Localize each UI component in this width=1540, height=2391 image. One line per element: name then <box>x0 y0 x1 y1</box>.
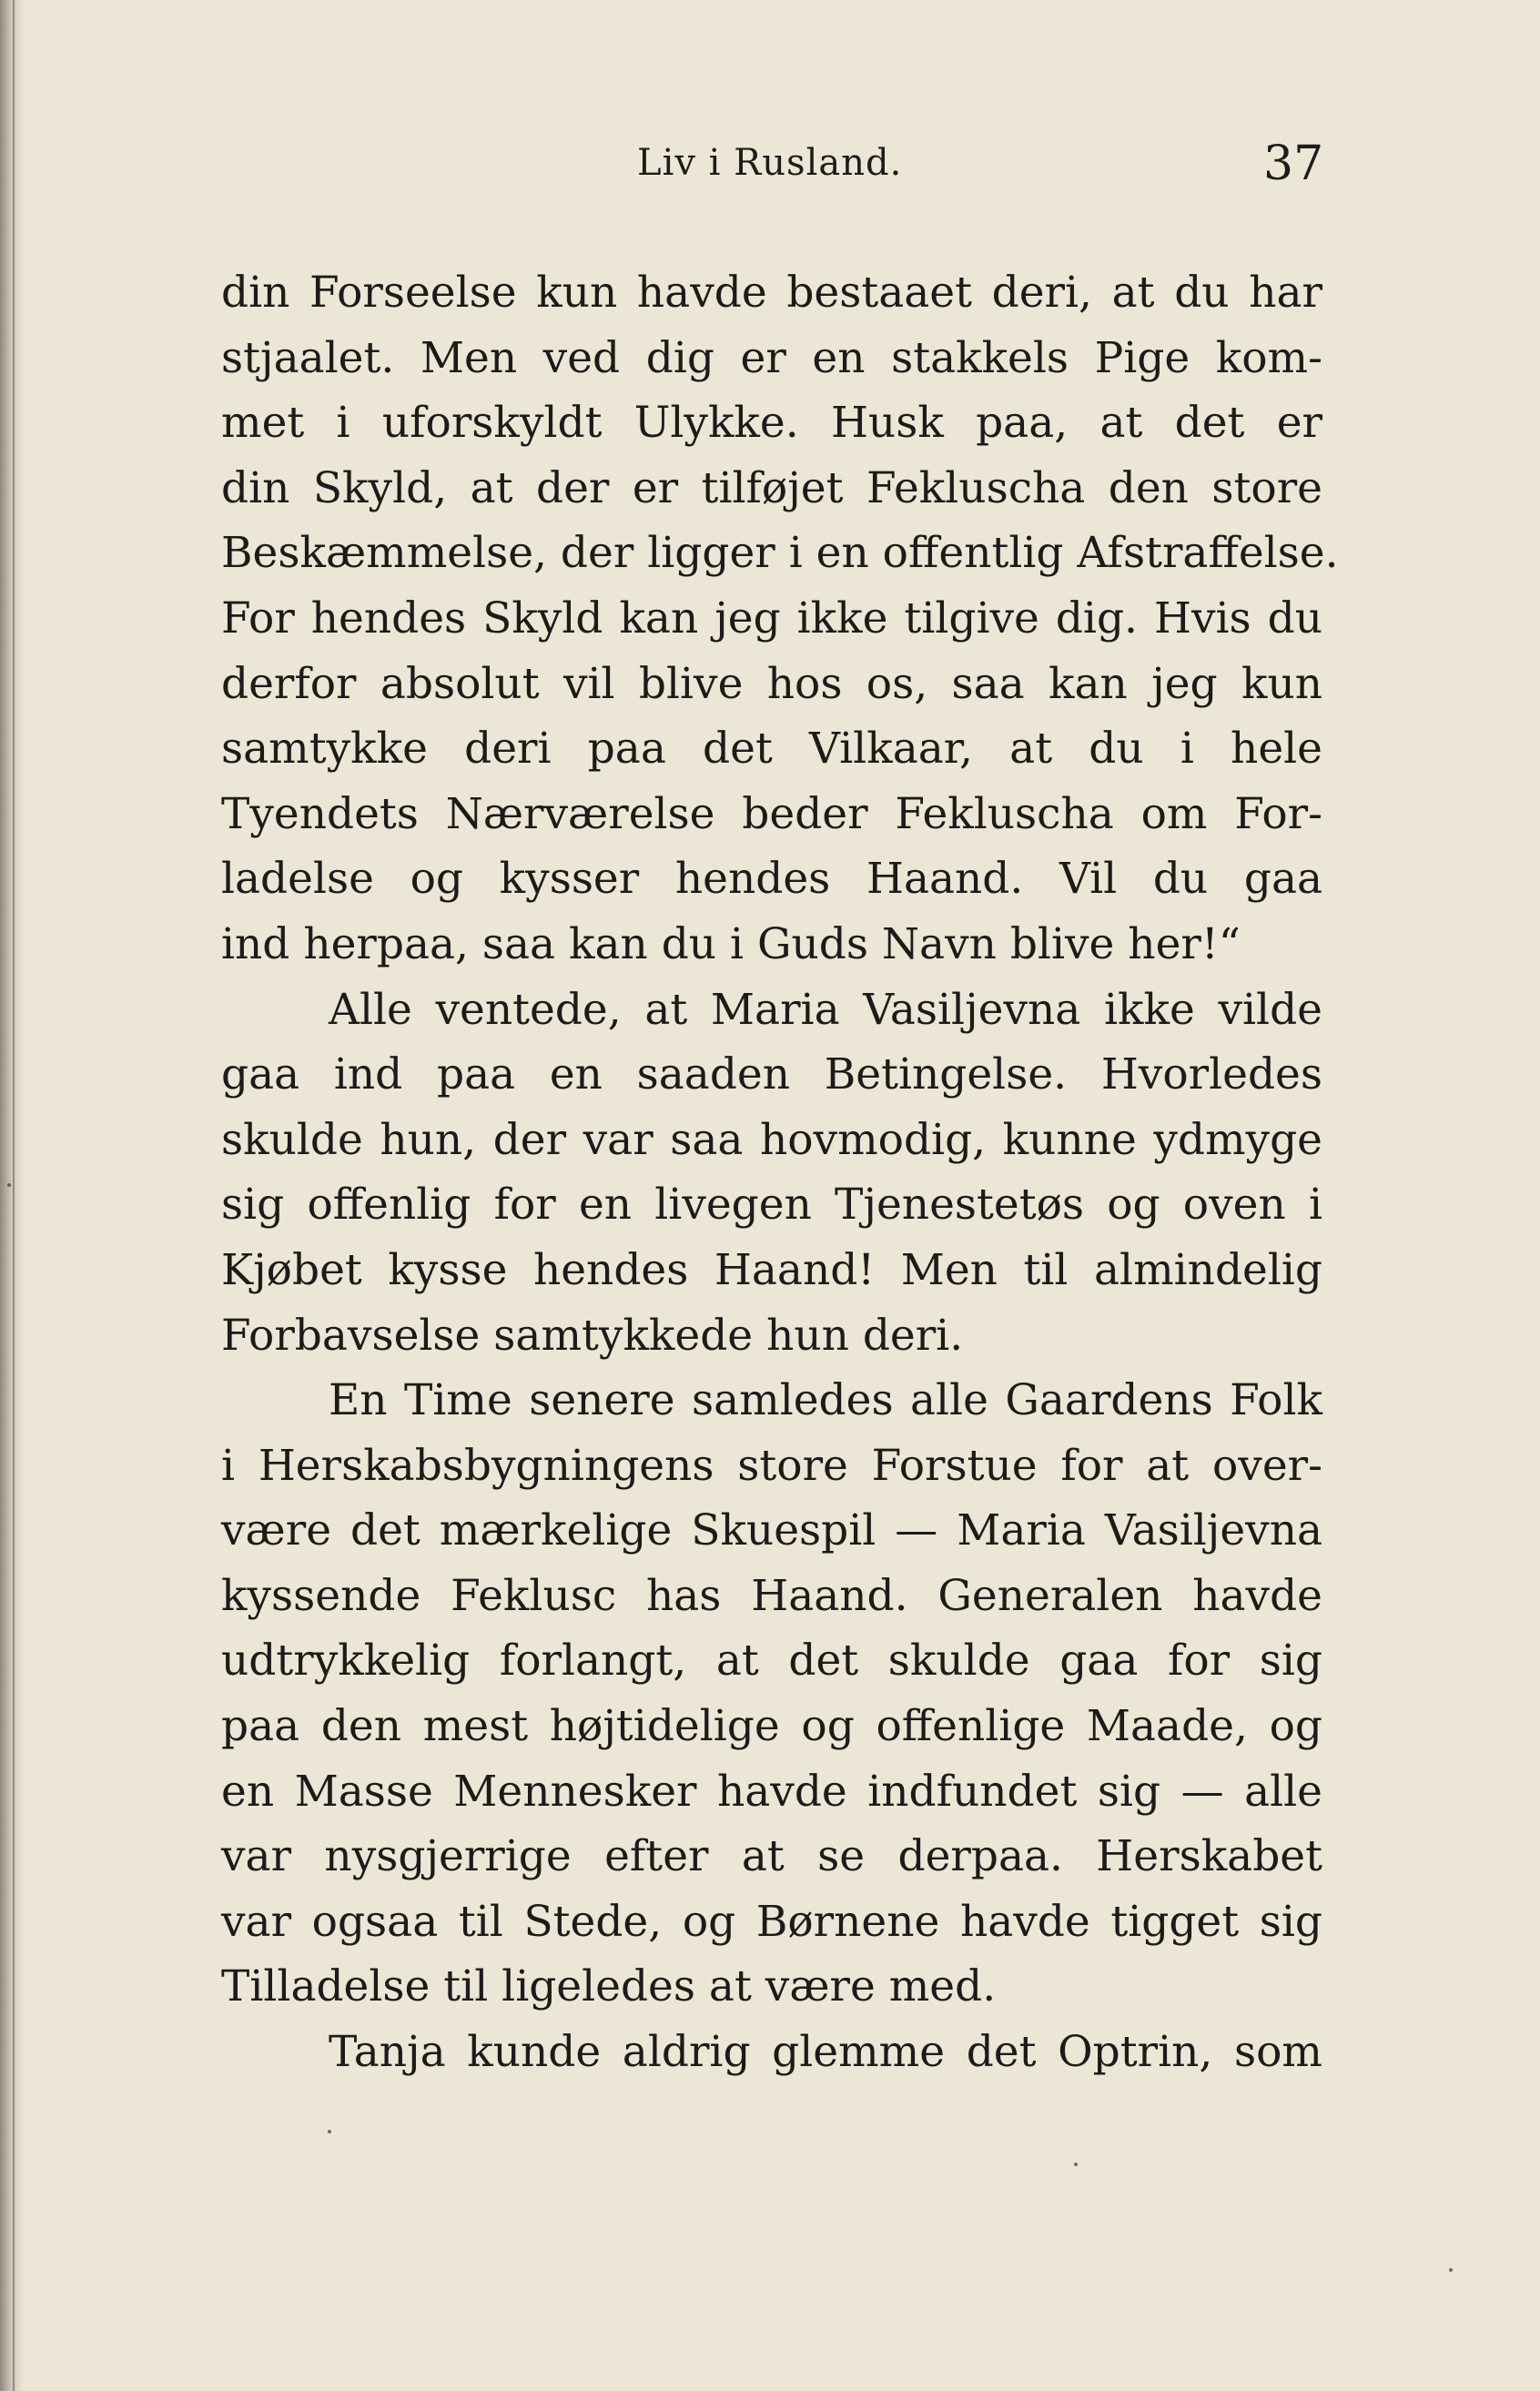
text-line: var ogsaa til Stede, og Børnene havde tigget sig <box>221 1896 1322 1947</box>
text-line: gaa ind paa en saaden Betingelse. Hvorledes <box>221 1049 1322 1100</box>
text-line: samtykke deri paa det Vilkaar, at du i hele <box>221 724 1322 775</box>
text-line: din Skyld, at der er tilføjet Fekluscha den store <box>221 462 1322 513</box>
text-line: en Masse Mennesker havde indfundet sig — alle <box>221 1766 1322 1817</box>
text-line: Kjøbet kysse hendes Haand! Men til almindelig <box>221 1244 1322 1295</box>
text-line: udtrykkelig forlangt, at det skulde gaa for sig <box>221 1636 1322 1687</box>
text-line: For hendes Skyld kan jeg ikke tilgive dig. Hvis du <box>221 593 1322 643</box>
paragraph-start-line: En Time senere samledes alle Gaardens Folk <box>329 1375 1322 1426</box>
text-line: skulde hun, der var saa hovmodig, kunne ydmyge <box>221 1114 1322 1165</box>
text-line: ladelse og kysser hendes Haand. Vil du gaa <box>221 854 1322 905</box>
text-line: Forbavselse samtykkede hun deri. <box>221 1310 964 1361</box>
text-line: i Herskabsbygningens store Forstue for at over- <box>221 1440 1322 1491</box>
page-number: 37 <box>1263 137 1324 191</box>
text-line: Beskæmmelse, der ligger i en offentlig Afstraffelse. <box>221 528 1339 579</box>
text-line: derfor absolut vil blive hos os, saa kan jeg kun <box>221 658 1322 709</box>
paper-speck <box>1074 2163 1078 2166</box>
body-text <box>221 260 1339 2085</box>
text-line: din Forseelse kun havde bestaaet deri, at du har <box>221 268 1322 318</box>
text-line: kyssende Feklusc has Haand. Generalen havde <box>221 1570 1322 1621</box>
paragraph-start-line: Alle ventede, at Maria Vasiljevna ikke vilde <box>329 984 1322 1035</box>
text-line: være det mærkelige Skuespil — Maria Vasiljevna <box>221 1505 1322 1556</box>
text-line: Tyendets Nærværelse beder Fekluscha om For- <box>221 788 1322 839</box>
paper-speck <box>7 1183 11 1187</box>
running-header <box>0 137 1540 200</box>
text-line: ind herpaa, saa kan du i Guds Navn blive her!“ <box>221 918 1241 969</box>
paragraph-start-line: Tanja kunde aldrig glemme det Optrin, som <box>329 2027 1322 2078</box>
text-line: Tilladelse til ligeledes at være med. <box>221 1961 997 2012</box>
paper-speck <box>1449 2268 1453 2272</box>
book-spine-shadow <box>0 0 24 2391</box>
running-title: Liv i Rusland. <box>637 142 903 184</box>
spine-edge-line <box>13 0 15 2391</box>
text-line: stjaalet. Men ved dig er en stakkels Pige kom- <box>221 332 1322 383</box>
text-line: var nysgjerrige efter at se derpaa. Herskabet <box>221 1831 1322 1882</box>
paper-speck <box>328 2130 331 2133</box>
text-line: met i uforskyldt Ulykke. Husk paa, at det er <box>221 398 1322 449</box>
text-line: sig offenlig for en livegen Tjenestetøs og oven i <box>221 1180 1322 1231</box>
text-line: paa den mest højtidelige og offenlige Maade, og <box>221 1701 1322 1752</box>
